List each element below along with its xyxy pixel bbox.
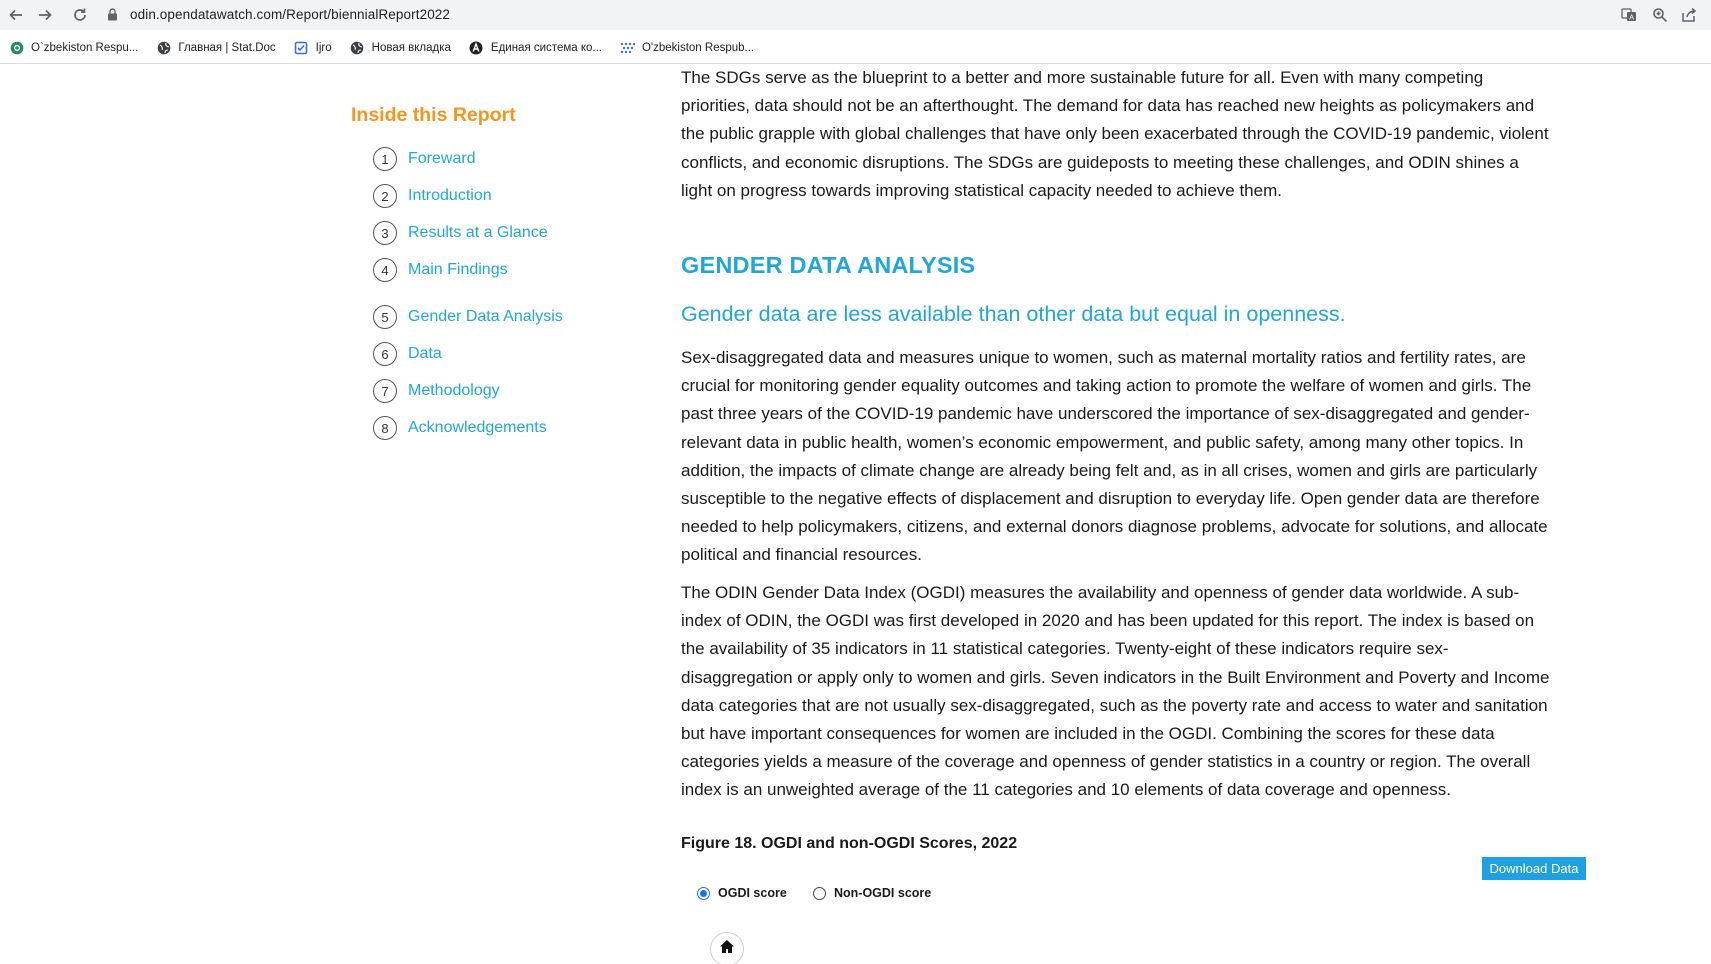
ogdi-paragraph bbox=[681, 579, 1586, 805]
figure-title: Figure 18. OGDI and non-OGDI Scores, 2022 bbox=[681, 835, 1018, 852]
toc-item-data[interactable] bbox=[373, 342, 442, 366]
bookmark-label: O'zbekiston Respub... bbox=[641, 41, 755, 54]
back-icon[interactable] bbox=[5, 4, 27, 26]
intro-paragraph bbox=[681, 64, 1586, 205]
lock-icon bbox=[102, 5, 122, 25]
toc-number: 6 bbox=[373, 342, 397, 366]
bookmark-item[interactable] bbox=[620, 40, 754, 55]
toc-label: Foreward bbox=[408, 150, 476, 167]
toc-number: 3 bbox=[373, 221, 397, 245]
bookmark-item[interactable] bbox=[469, 40, 602, 55]
share-icon[interactable] bbox=[1679, 5, 1699, 25]
toc-item-methodology[interactable] bbox=[373, 379, 500, 403]
globe-icon bbox=[350, 40, 365, 55]
toc-label: Introduction bbox=[408, 187, 492, 204]
svg-text:A: A bbox=[1629, 14, 1634, 22]
bookmark-item[interactable] bbox=[156, 40, 275, 55]
bookmark-item[interactable] bbox=[294, 40, 332, 55]
radio-label: Non-OGDI score bbox=[834, 886, 932, 900]
angular-icon bbox=[469, 40, 484, 55]
gender-paragraph bbox=[681, 344, 1586, 570]
text-line: relevant data in public health, women’s economic empowerment, and public safety, among many other topics. In bbox=[681, 432, 1524, 452]
dots-icon bbox=[620, 40, 635, 55]
text-line: Sex-disaggregated data and measures unique to women, such as maternal mortality ratios and fertility rates, are bbox=[681, 348, 1526, 367]
zoom-icon[interactable] bbox=[1650, 5, 1670, 25]
text-line: but have important consequences for women are included in the OGDI. Combining the scores for these data bbox=[681, 724, 1495, 744]
toc-item-main-findings[interactable] bbox=[373, 258, 508, 282]
text-line: priorities, data should not be an afterthought. The demand for data has reached new heights as policymakers and bbox=[681, 96, 1535, 116]
globe-green-icon bbox=[9, 40, 24, 55]
text-line: conflicts, and economic disruptions. The SDGs are guideposts to meeting these challenges, and ODIN shines a bbox=[681, 152, 1519, 172]
radio-button-checked[interactable] bbox=[697, 887, 710, 900]
globe-icon bbox=[156, 40, 171, 55]
bookmark-label: Ijro bbox=[315, 41, 332, 54]
radio-button-unchecked[interactable] bbox=[813, 887, 826, 900]
text-line: needed to help policymakers, citizens, and external donors diagnose problems, advocate for solutions, and allocate bbox=[681, 517, 1548, 537]
bookmark-item[interactable] bbox=[9, 40, 138, 55]
translate-icon[interactable] bbox=[1619, 5, 1639, 25]
text-line: light on progress towards improving statistical capacity needed to achieve them. bbox=[681, 180, 1282, 200]
toc-label: Data bbox=[408, 345, 442, 362]
bookmark-label: O`zbekiston Respu... bbox=[31, 41, 139, 54]
text-line: the availability of 35 indicators in 11 statistical categories. Twenty-eight of these indicators require sex- bbox=[681, 639, 1449, 659]
bookmark-label: Единая система ко... bbox=[490, 41, 602, 54]
text-line: index of ODIN, the OGDI was first developed in 2020 and has been updated for this report. The index is based on bbox=[681, 611, 1535, 631]
toc-item-gender-data-analysis[interactable] bbox=[373, 305, 563, 329]
checkbox-icon bbox=[294, 40, 309, 55]
toc-item-foreward[interactable] bbox=[373, 147, 476, 171]
home-icon bbox=[719, 939, 735, 959]
toc-title: Inside this Report bbox=[351, 104, 516, 126]
browser-toolbar bbox=[0, 0, 1711, 30]
toc-number: 7 bbox=[373, 379, 397, 403]
forward-icon[interactable] bbox=[34, 4, 56, 26]
text-line: The SDGs serve as the blueprint to a better and more sustainable future for all. Even with many competing bbox=[681, 68, 1484, 87]
bookmark-item[interactable] bbox=[350, 40, 451, 55]
toc-label: Main Findings bbox=[408, 261, 508, 278]
map-home-button[interactable] bbox=[710, 932, 744, 964]
reload-icon[interactable] bbox=[69, 4, 91, 26]
address-bar[interactable] bbox=[102, 1, 1602, 28]
toc-number: 2 bbox=[373, 184, 397, 208]
text-line: addition, the impacts of climate change are already being felt and, as in all crises, women and girls are particularly bbox=[681, 460, 1538, 480]
toc-label: Gender Data Analysis bbox=[408, 308, 563, 325]
toc-number: 5 bbox=[373, 305, 397, 329]
text-line: categories yields a measure of the coverage and openness of gender statistics in a country or region. The overall bbox=[681, 752, 1531, 772]
bookmark-label: Главная | Stat.Doc bbox=[178, 41, 276, 54]
subheading: Gender data are less available than other data but equal in openness. bbox=[681, 302, 1346, 326]
toc-number: 8 bbox=[373, 416, 397, 440]
text-line: disaggregation or apply only to women and girls. Seven indicators in the Built Environment and Poverty and Income bbox=[681, 667, 1550, 687]
toc-item-acknowledgements[interactable] bbox=[373, 416, 547, 440]
radio-non-ogdi-score[interactable] bbox=[813, 886, 931, 900]
text-line: The ODIN Gender Data Index (OGDI) measures the availability and openness of gender data worldwide. A sub- bbox=[681, 583, 1520, 602]
toc-item-results-at-a-glance[interactable] bbox=[373, 221, 548, 245]
text-line: crucial for monitoring gender equality outcomes and taking action to promote the welfare of women and girls. The bbox=[681, 376, 1532, 396]
download-data-button[interactable]: Download Data bbox=[1482, 857, 1586, 880]
toc-label: Acknowledgements bbox=[408, 419, 547, 436]
bookmark-label: Новая вкладка bbox=[371, 41, 451, 54]
url-text: odin.opendatawatch.com/Report/biennialReport2022 bbox=[130, 7, 451, 22]
text-line: past three years of the COVID-19 pandemic have underscored the importance of sex-disaggregated and gender- bbox=[681, 404, 1530, 424]
toc-number: 1 bbox=[373, 147, 397, 171]
text-line: political and financial resources. bbox=[681, 545, 922, 565]
toc-number: 4 bbox=[373, 258, 397, 282]
toc-label: Results at a Glance bbox=[408, 224, 548, 241]
toc-label: Methodology bbox=[408, 382, 500, 399]
radio-ogdi-score[interactable] bbox=[697, 886, 787, 900]
bookmarks-bar bbox=[0, 32, 1711, 64]
text-line: the public grapple with global challenges that have only been exacerbated through the COVID-19 pandemic, violent bbox=[681, 124, 1549, 144]
text-line: susceptible to the negative effects of displacement and disruption to everyday life. Open gender data are therefore bbox=[681, 489, 1540, 509]
radio-label: OGDI score bbox=[718, 886, 787, 900]
text-line: data categories that are not usually sex-disaggregated, such as the poverty rate and access to water and sanitation bbox=[681, 695, 1548, 715]
text-line: index is an unweighted average of the 11 categories and 10 elements of data coverage and openness. bbox=[681, 780, 1451, 800]
toc-item-introduction[interactable] bbox=[373, 184, 492, 208]
section-heading: GENDER DATA ANALYSIS bbox=[681, 252, 976, 278]
